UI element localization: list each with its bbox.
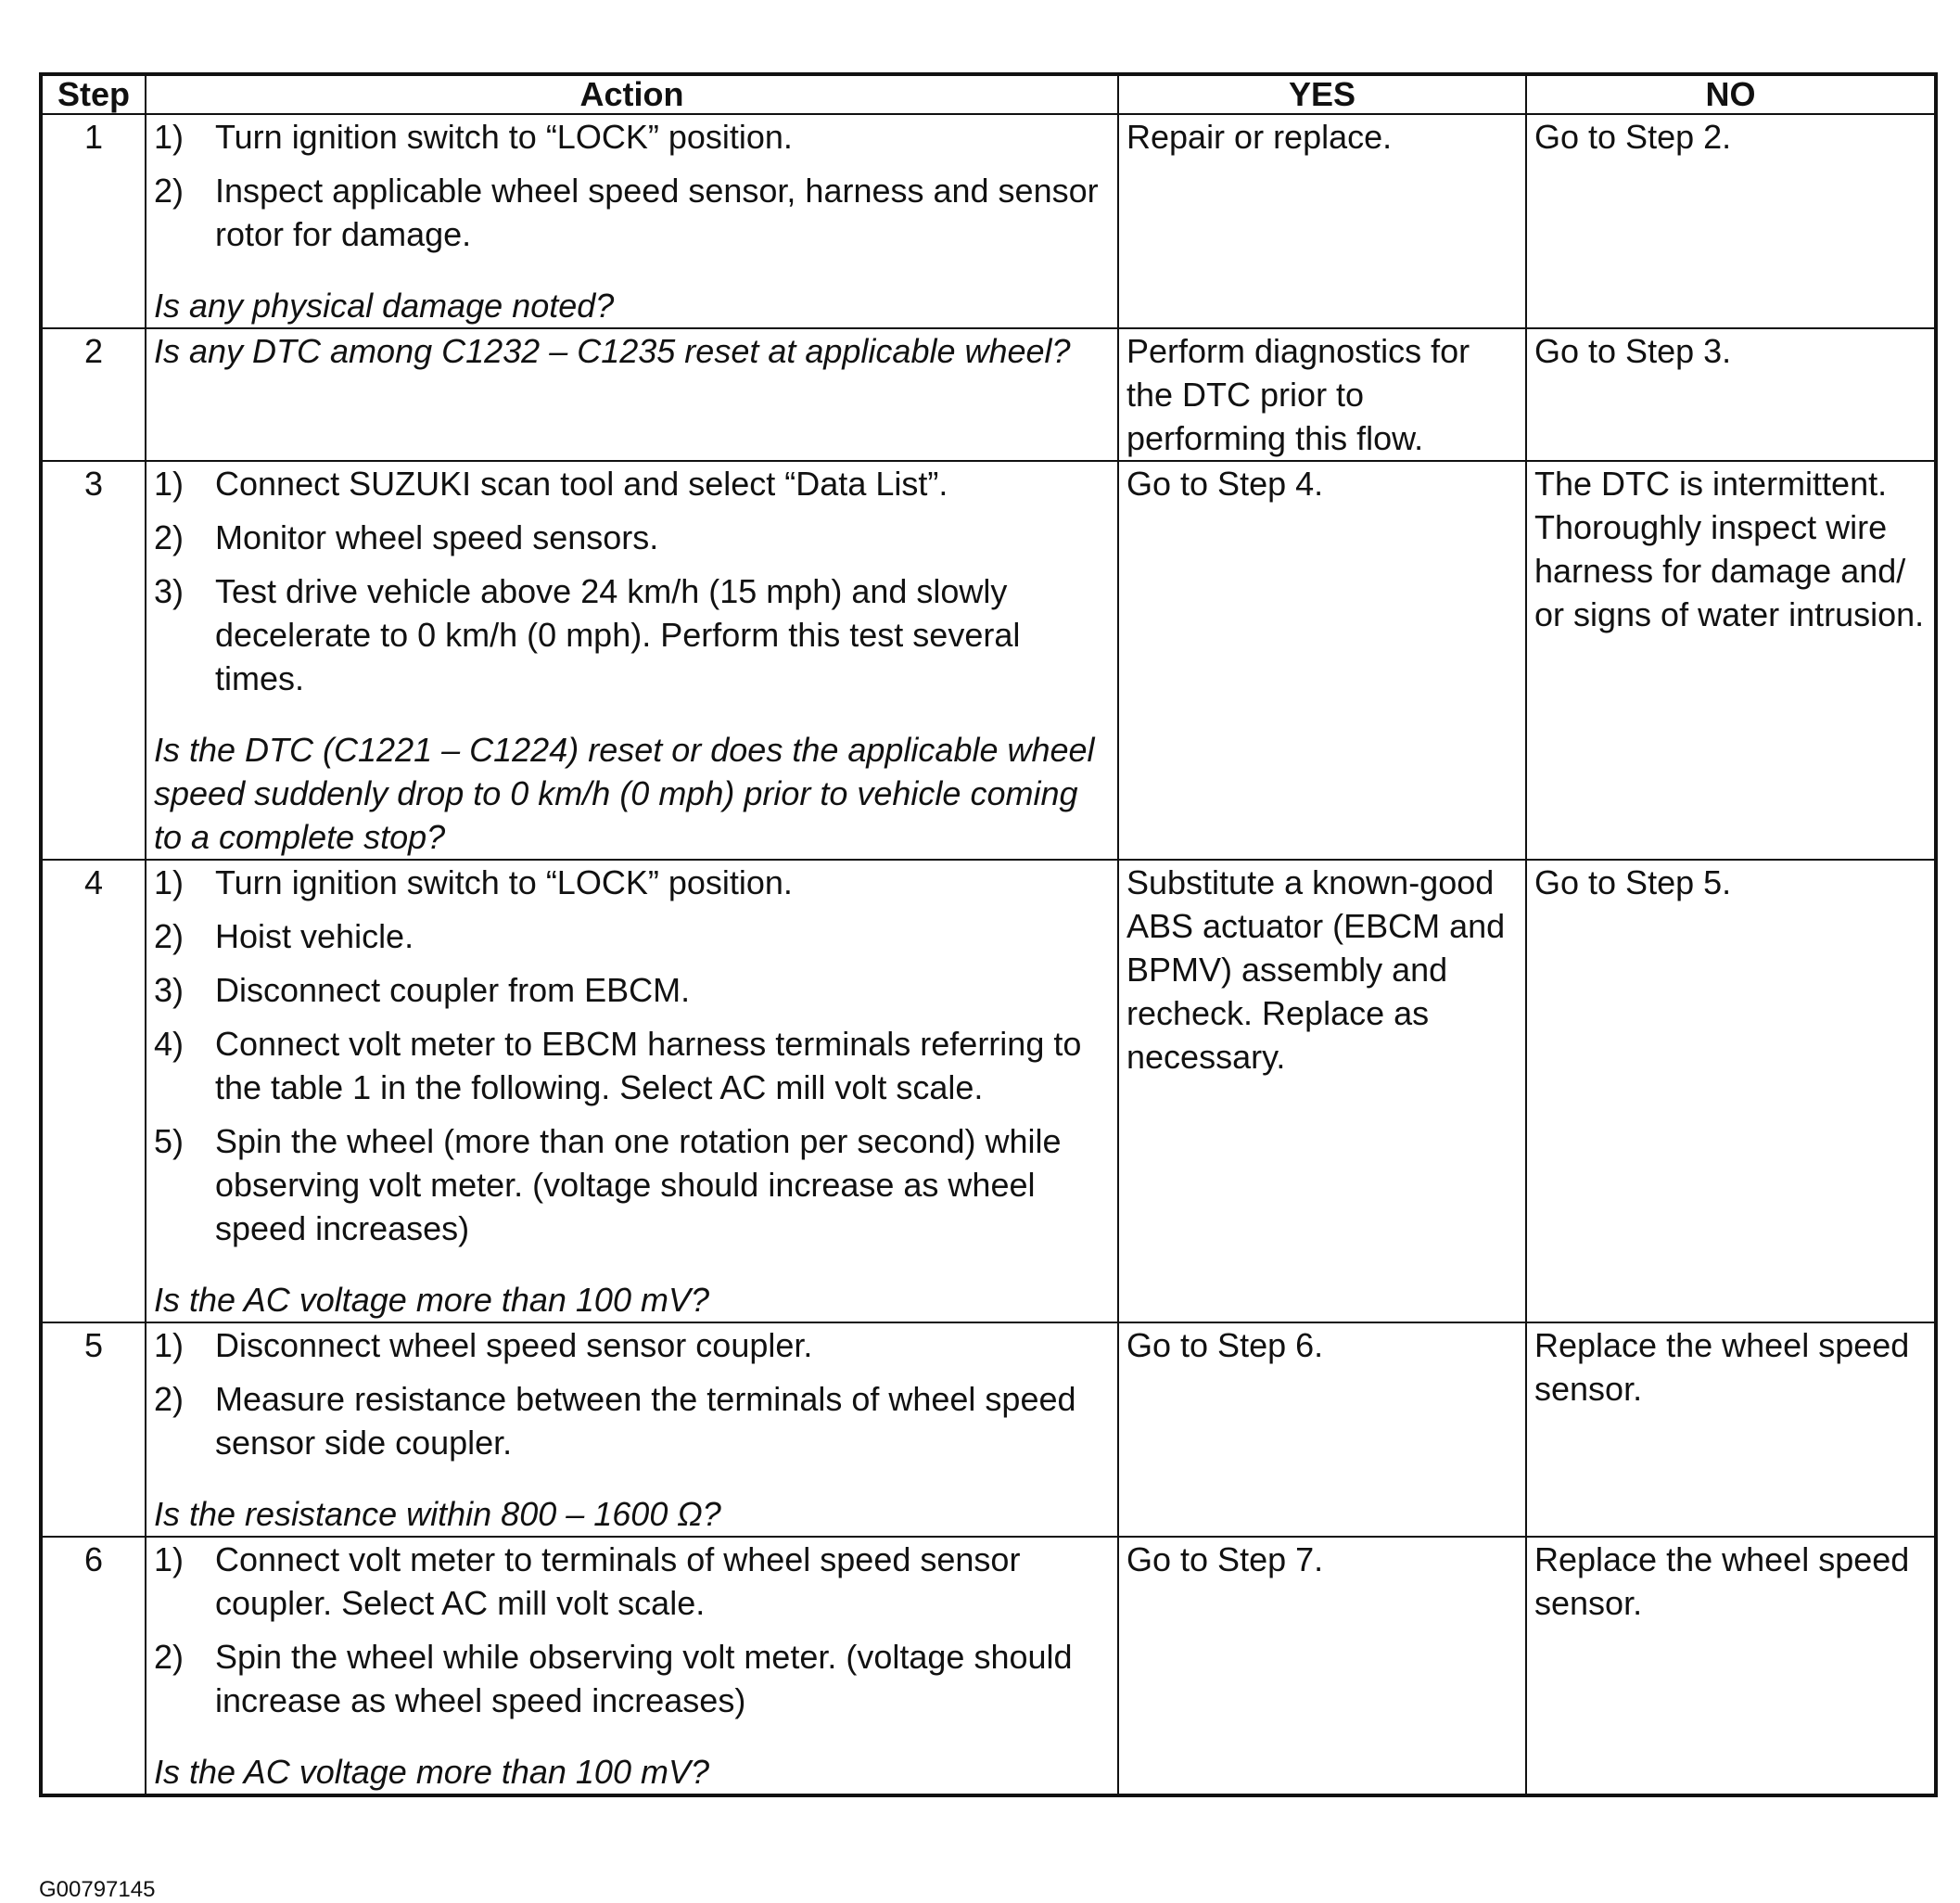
action-item xyxy=(154,914,1110,958)
yes-result: Repair or replace. xyxy=(1118,114,1526,328)
action-item-number: 1) xyxy=(154,465,185,503)
no-result: Go to Step 3. xyxy=(1526,328,1936,461)
action-item xyxy=(154,462,1110,505)
action-item-text: Spin the wheel while observing volt meter. (voltage should increase as wheel speed increases) xyxy=(215,1638,1073,1719)
action-item-number: 2) xyxy=(154,172,185,210)
yes-result: Go to Step 6. xyxy=(1118,1322,1526,1537)
action-list xyxy=(154,1538,1110,1722)
action-item xyxy=(154,115,1110,159)
action-cell xyxy=(146,328,1118,461)
action-cell xyxy=(146,461,1118,860)
action-item-text: Spin the wheel (more than one rotation per second) while observing volt meter. (voltage should increase as wheel speed increases) xyxy=(215,1122,1062,1247)
action-item xyxy=(154,861,1110,904)
action-item-number: 1) xyxy=(154,118,185,156)
action-item-number: 3) xyxy=(154,572,185,610)
step-question: Is the AC voltage more than 100 mV? xyxy=(154,1281,709,1319)
header-yes: YES xyxy=(1118,74,1526,114)
action-item-number: 1) xyxy=(154,863,185,901)
action-item-text: Turn ignition switch to “LOCK” position. xyxy=(215,118,793,156)
action-item-text: Measure resistance between the terminals of wheel speed sensor side coupler. xyxy=(215,1380,1076,1462)
table-row xyxy=(41,114,1936,328)
action-item xyxy=(154,169,1110,256)
action-item xyxy=(154,569,1110,700)
action-item xyxy=(154,1538,1110,1625)
table-header-row xyxy=(41,74,1936,114)
action-item-text: Monitor wheel speed sensors. xyxy=(215,518,659,556)
action-item-text: Disconnect coupler from EBCM. xyxy=(215,971,691,1009)
action-item xyxy=(154,968,1110,1012)
action-item-text: Disconnect wheel speed sensor coupler. xyxy=(215,1326,813,1364)
action-item-number: 4) xyxy=(154,1025,185,1063)
action-item-text: Turn ignition switch to “LOCK” position. xyxy=(215,863,793,901)
table-row xyxy=(41,1322,1936,1537)
table-row xyxy=(41,461,1936,860)
action-item xyxy=(154,1022,1110,1109)
table-row xyxy=(41,328,1936,461)
action-cell xyxy=(146,860,1118,1322)
action-item xyxy=(154,1323,1110,1367)
step-number: 5 xyxy=(41,1322,146,1537)
action-item xyxy=(154,1377,1110,1464)
action-item-text: Connect volt meter to EBCM harness terminals referring to the table 1 in the following. Select AC mill volt scale. xyxy=(215,1025,1082,1106)
figure-code: G00797145 xyxy=(39,1877,156,1902)
no-result: The DTC is intermittent. Thoroughly inspect wire harness for damage and/ or signs of water intrusion. xyxy=(1526,461,1936,860)
step-number: 1 xyxy=(41,114,146,328)
yes-result: Perform diagnostics for the DTC prior to performing this flow. xyxy=(1118,328,1526,461)
step-number: 4 xyxy=(41,860,146,1322)
action-item-text: Connect SUZUKI scan tool and select “Data List”. xyxy=(215,465,948,503)
action-item-number: 2) xyxy=(154,1380,185,1418)
step-question: Is the DTC (C1221 – C1224) reset or does the applicable wheel speed suddenly drop to 0 km/h (0 mph) prior to vehicle coming to a complete stop? xyxy=(154,731,1095,856)
table-row xyxy=(41,860,1936,1322)
action-cell xyxy=(146,1322,1118,1537)
action-item xyxy=(154,1635,1110,1722)
action-item-number: 5) xyxy=(154,1122,185,1160)
step-question: Is the resistance within 800 – 1600 Ω? xyxy=(154,1495,721,1533)
yes-result: Substitute a known-good ABS actuator (EBCM and BPMV) assembly and recheck. Replace as necessary. xyxy=(1118,860,1526,1322)
action-item-number: 2) xyxy=(154,1638,185,1676)
step-question: Is any physical damage noted? xyxy=(154,287,615,325)
step-number: 6 xyxy=(41,1537,146,1795)
action-list xyxy=(154,861,1110,1250)
action-item-text: Hoist vehicle. xyxy=(215,917,414,955)
action-cell xyxy=(146,114,1118,328)
step-question: Is any DTC among C1232 – C1235 reset at applicable wheel? xyxy=(154,332,1071,370)
step-number: 3 xyxy=(41,461,146,860)
action-item-number: 3) xyxy=(154,971,185,1009)
no-result: Replace the wheel speed sensor. xyxy=(1526,1537,1936,1795)
action-cell xyxy=(146,1537,1118,1795)
header-action: Action xyxy=(146,74,1118,114)
action-list xyxy=(154,1323,1110,1464)
action-item-text: Connect volt meter to terminals of wheel speed sensor coupler. Select AC mill volt scale. xyxy=(215,1540,1021,1622)
action-item-number: 1) xyxy=(154,1326,185,1364)
diagnostic-sheet xyxy=(39,72,1934,1902)
no-result: Replace the wheel speed sensor. xyxy=(1526,1322,1936,1537)
table-row xyxy=(41,1537,1936,1795)
no-result: Go to Step 5. xyxy=(1526,860,1936,1322)
action-item-number: 2) xyxy=(154,518,185,556)
action-list xyxy=(154,462,1110,700)
yes-result: Go to Step 4. xyxy=(1118,461,1526,860)
header-step: Step xyxy=(41,74,146,114)
action-item-number: 1) xyxy=(154,1540,185,1578)
action-item-number: 2) xyxy=(154,917,185,955)
yes-result: Go to Step 7. xyxy=(1118,1537,1526,1795)
header-no: NO xyxy=(1526,74,1936,114)
diagnostic-flow-table xyxy=(39,72,1938,1797)
no-result: Go to Step 2. xyxy=(1526,114,1936,328)
step-question: Is the AC voltage more than 100 mV? xyxy=(154,1753,709,1791)
action-item xyxy=(154,1119,1110,1250)
action-item-text: Test drive vehicle above 24 km/h (15 mph) and slowly decelerate to 0 km/h (0 mph). Perform this test several times. xyxy=(215,572,1021,697)
step-number: 2 xyxy=(41,328,146,461)
action-item xyxy=(154,516,1110,559)
action-list xyxy=(154,115,1110,256)
action-item-text: Inspect applicable wheel speed sensor, harness and sensor rotor for damage. xyxy=(215,172,1099,253)
